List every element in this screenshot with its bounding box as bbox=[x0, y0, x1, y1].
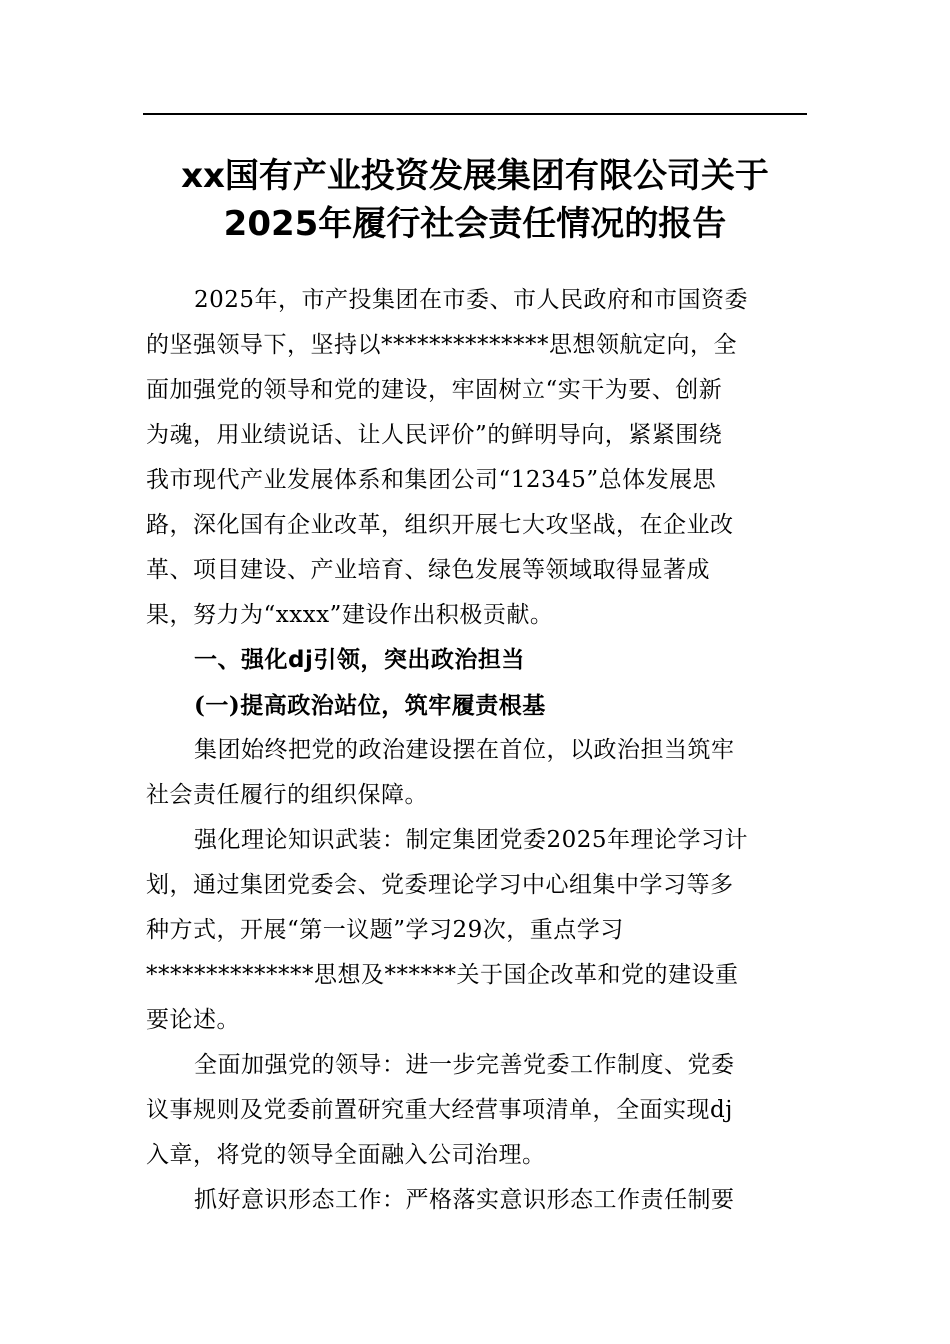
paragraph-line: 社会责任履行的组织保障。 bbox=[146, 782, 428, 808]
header-rule bbox=[143, 113, 807, 115]
paragraph-line: 强化理论知识武装：制定集团党委2025年理论学习计 bbox=[194, 827, 749, 853]
paragraph-line: **************思想及******关于国企改革和党的建设重 bbox=[146, 962, 739, 988]
paragraph-line: 2025年，市产投集团在市委、市人民政府和市国资委 bbox=[194, 287, 749, 313]
title-line: xx国有产业投资发展集团有限公司关于 bbox=[181, 156, 769, 196]
paragraph-line: 的坚强领导下，坚持以**************思想领航定向，全 bbox=[146, 332, 737, 358]
document-title bbox=[120, 152, 830, 248]
paragraph-line: 划，通过集团党委会、党委理论学习中心组集中学习等多 bbox=[146, 872, 734, 898]
title-line: 2025年履行社会责任情况的报告 bbox=[223, 204, 727, 244]
paragraph-line: 议事规则及党委前置研究重大经营事项清单，全面实现dj bbox=[146, 1097, 733, 1123]
paragraph-line: 种方式，开展“第一议题”学习29次，重点学习 bbox=[146, 917, 624, 943]
paragraph-line: 要论述。 bbox=[146, 1007, 240, 1033]
section-heading: 一、强化dj引领，突出政治担当 bbox=[194, 647, 525, 673]
paragraph-line: 全面加强党的领导：进一步完善党委工作制度、党委 bbox=[194, 1052, 735, 1078]
paragraph-line: 集团始终把党的政治建设摆在首位，以政治担当筑牢 bbox=[194, 737, 735, 763]
paragraph-line: 我市现代产业发展体系和集团公司“12345”总体发展思 bbox=[146, 467, 717, 493]
paragraph-line: 面加强党的领导和党的建设，牢固树立“实干为要、创新 bbox=[146, 377, 723, 403]
paragraph-line: 路，深化国有企业改革，组织开展七大攻坚战，在企业改 bbox=[146, 512, 734, 538]
paragraph-line: 革、项目建设、产业培育、绿色发展等领域取得显著成 bbox=[146, 557, 710, 583]
subsection-heading: (一)提高政治站位，筑牢履责根基 bbox=[194, 692, 546, 719]
paragraph-line: 入章，将党的领导全面融入公司治理。 bbox=[146, 1142, 546, 1168]
paragraph-line: 抓好意识形态工作：严格落实意识形态工作责任制要 bbox=[194, 1187, 735, 1213]
paragraph-line: 果，努力为“xxxx”建设作出积极贡献。 bbox=[146, 602, 554, 628]
paragraph-line: 为魂，用业绩说话、让人民评价”的鲜明导向，紧紧围绕 bbox=[146, 422, 723, 448]
document-body bbox=[146, 278, 806, 1223]
